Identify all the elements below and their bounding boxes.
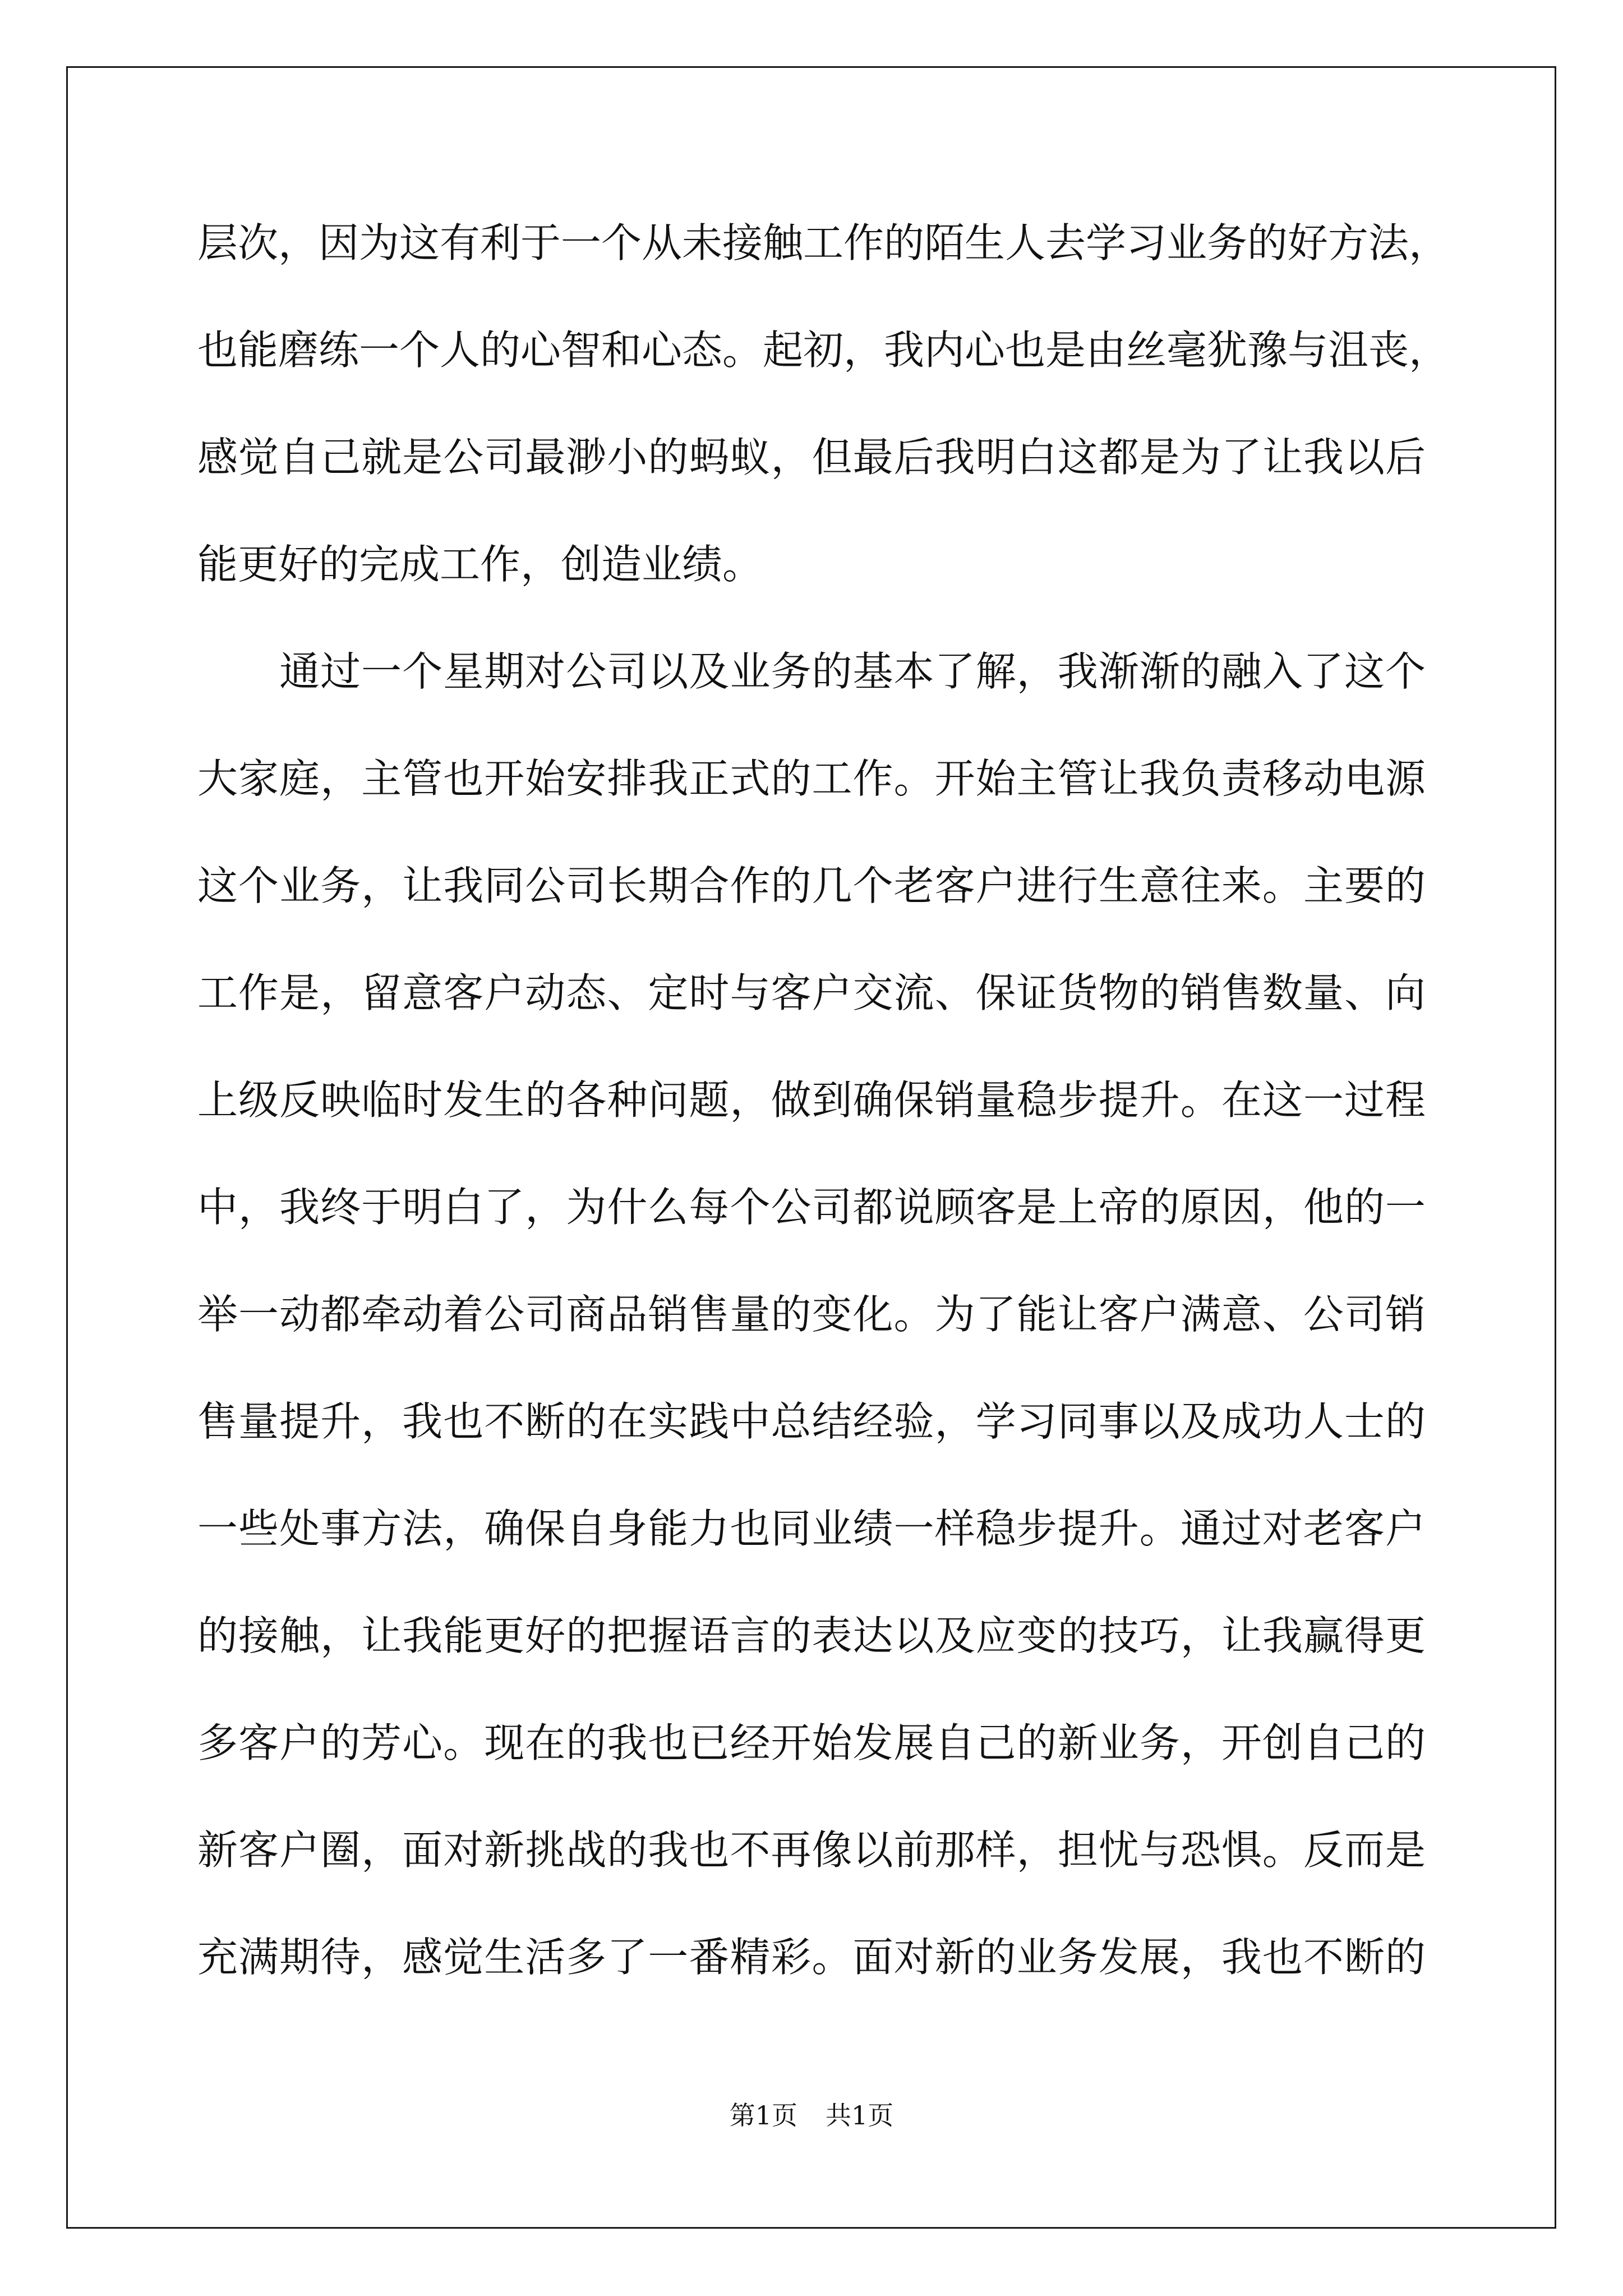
document-body — [197, 190, 1450, 2011]
text-line: 上级反映临时发生的各种问题，做到确保销量稳步提升。在这一过程 — [197, 1076, 1426, 1124]
text-line: 工作是，留意客户动态、定时与客户交流、保证货物的销售数量、向 — [197, 969, 1426, 1016]
text-line: 举一动都牵动着公司商品销售量的变化。为了能让客户满意、公司销 — [197, 1291, 1426, 1338]
text-line: 一些处事方法，确保自身能力也同业绩一样稳步提升。通过对老客户 — [197, 1505, 1426, 1552]
text-line: 中，我终于明白了，为什么每个公司都说顾客是上帝的原因，他的一 — [197, 1184, 1426, 1231]
text-line: 感觉自己就是公司最渺小的蚂蚁，但最后我明白这都是为了让我以后 — [197, 434, 1426, 481]
text-line: 的接触，让我能更好的把握语言的表达以及应变的技巧，让我赢得更 — [197, 1612, 1426, 1659]
text-line: 层次，因为这有利于一个从未接触工作的陌生人去学习业务的好方法， — [197, 219, 1450, 266]
text-line: 通过一个星期对公司以及业务的基本了解，我渐渐的融入了这个 — [197, 648, 1426, 695]
page-number: 第1页 — [729, 2100, 797, 2131]
text-line: 售量提升，我也不断的在实践中总结经验，学习同事以及成功人士的 — [197, 1398, 1426, 1445]
text-line: 能更好的完成工作，创造业绩。 — [197, 541, 763, 588]
page-footer — [0, 2095, 1623, 2132]
text-line: 多客户的芳心。现在的我也已经开始发展自己的新业务，开创自己的 — [197, 1719, 1426, 1766]
text-line: 这个业务，让我同公司长期合作的几个老客户进行生意往来。主要的 — [197, 862, 1426, 909]
text-line: 充满期待，感觉生活多了一番精彩。面对新的业务发展，我也不断的 — [197, 1934, 1426, 1981]
text-line: 也能磨练一个人的心智和心态。起初，我内心也是由丝毫犹豫与沮丧， — [197, 326, 1450, 374]
text-line: 新客户圈，面对新挑战的我也不再像以前那样，担忧与恐惧。反而是 — [197, 1826, 1426, 1874]
text-line: 大家庭，主管也开始安排我正式的工作。开始主管让我负责移动电源 — [197, 755, 1426, 802]
page-total: 共1页 — [826, 2100, 894, 2131]
